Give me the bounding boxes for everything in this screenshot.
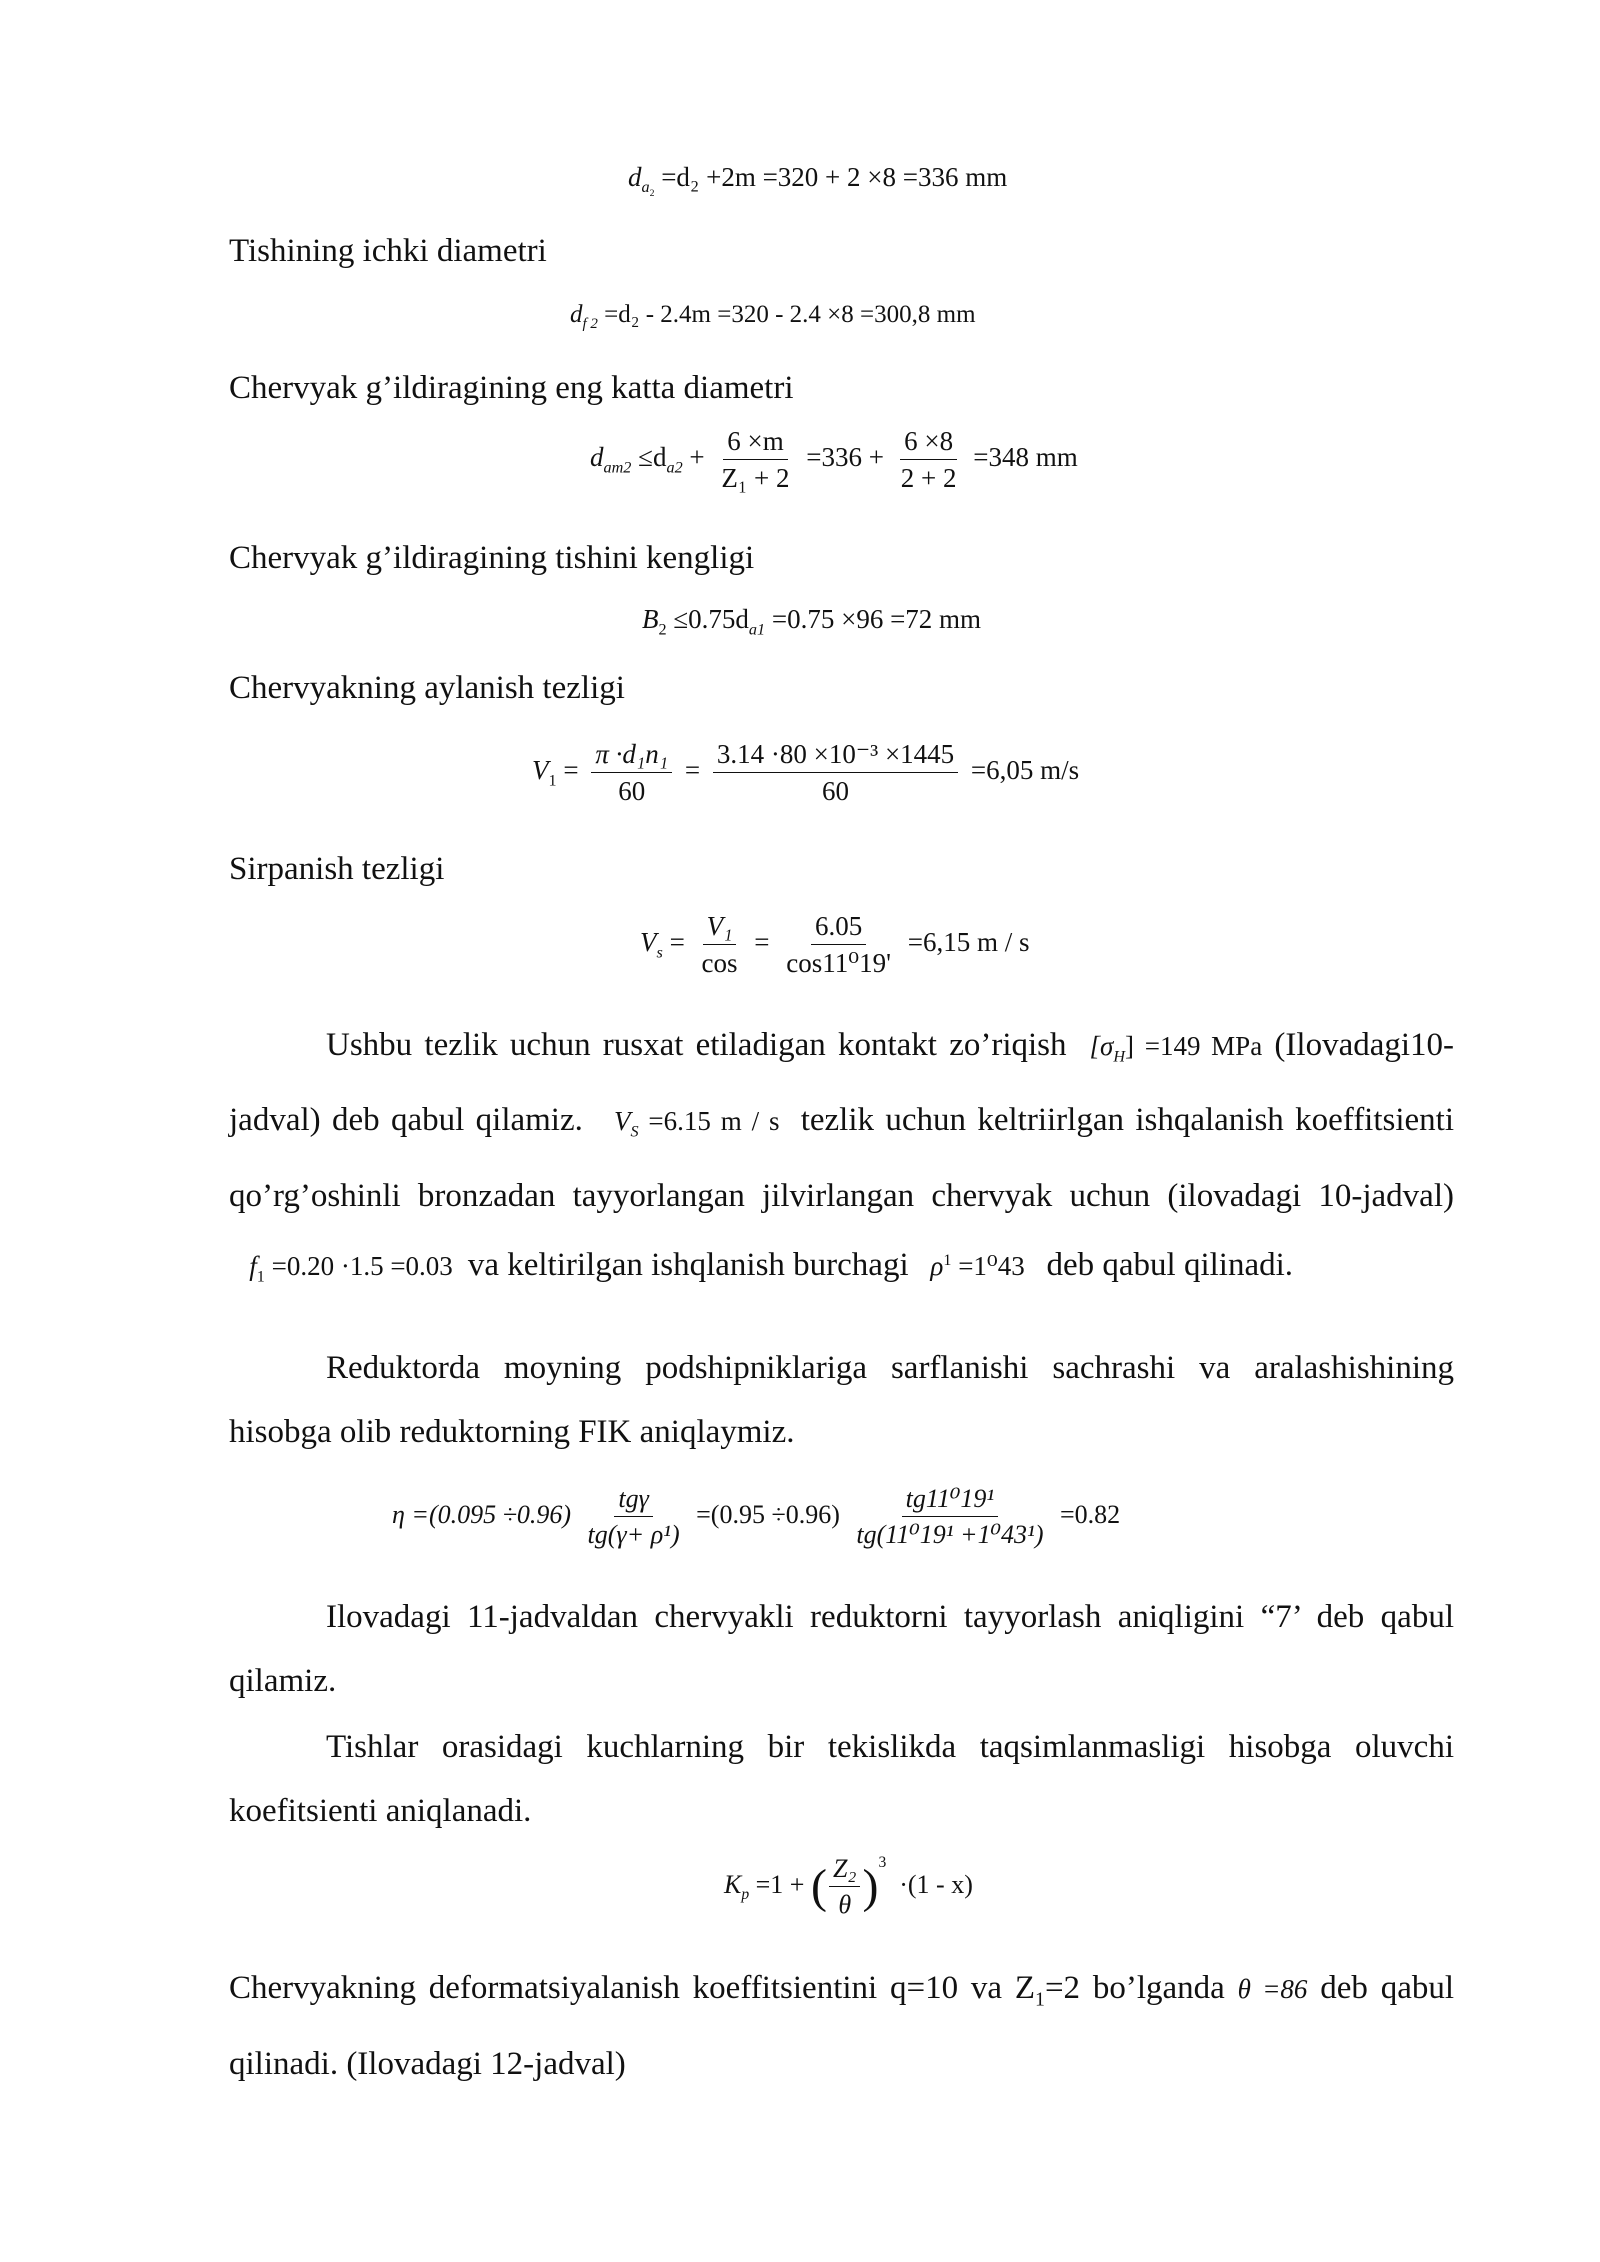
paragraph-deformation-b: =2 bo’lganda bbox=[1044, 1970, 1225, 2006]
formula-v1-num2: 3.14 ·80 ×10⁻³ ×1445 bbox=[713, 741, 958, 773]
formula-vs-den2: cos11⁰19' bbox=[786, 948, 891, 978]
paragraph-rotation-speed: Chervyakning aylanish tezligi bbox=[229, 670, 625, 706]
formula-v1-lhs: V bbox=[532, 755, 549, 786]
formula-kp-lhs: K bbox=[724, 1870, 742, 1899]
inline-sigma bbox=[1079, 1031, 1263, 1066]
formula-kp-num: Z₂ bbox=[829, 1856, 861, 1887]
paragraph-accuracy: Ilovadagi 11-jadvaldan chervyakli reduktorni tayyorlash aniqligini “7’ deb qabul qilamiz. bbox=[229, 1599, 1454, 1699]
formula-da2 bbox=[628, 164, 1007, 199]
formula-vs-frac2 bbox=[782, 913, 895, 977]
inline-sigma-value: ] =149 MPa bbox=[1125, 1031, 1263, 1061]
inline-theta: θ =86 bbox=[1237, 1974, 1308, 2004]
formula-v1-eq: = bbox=[563, 755, 579, 786]
formula-b2 bbox=[642, 606, 981, 638]
formula-kp-pow: 3 bbox=[878, 1854, 887, 1871]
formula-kp-end: ·(1 - x) bbox=[899, 1870, 973, 1899]
inline-rho-symbol: ρ bbox=[930, 1250, 944, 1281]
paragraph-efficiency: Reduktorda moyning podshipniklariga sarflanishi sachrashi va aralashishining hisobga olib reduktorning FIK aniqlaymiz. bbox=[229, 1350, 1454, 1450]
paragraph-sliding-speed: Sirpanish tezligi bbox=[229, 851, 445, 887]
formula-v1-end: =6,05 m/s bbox=[970, 755, 1080, 786]
formula-v1 bbox=[532, 741, 1079, 805]
paragraph-contact-stress-d: va keltirilgan ishqlanish burchagi bbox=[467, 1246, 909, 1283]
paragraph-contact-stress-b: (Ilovadagi10-jadval) deb qabul qilamiz. bbox=[229, 1027, 1455, 1139]
inline-vs-sub: S bbox=[630, 1122, 639, 1141]
inline-rho bbox=[917, 1251, 1038, 1281]
formula-dam2-lhs: d bbox=[590, 442, 604, 473]
inline-f1-symbol: f bbox=[249, 1250, 257, 1281]
formula-v1-den1: 60 bbox=[618, 776, 646, 806]
formula-vs-eq2: = bbox=[754, 927, 770, 958]
inline-vs bbox=[594, 1106, 789, 1141]
formula-b2-lhs: B bbox=[642, 604, 659, 634]
formula-dam2-frac1 bbox=[717, 428, 793, 492]
inline-f1 bbox=[229, 1250, 460, 1286]
paragraph-inner-diameter: Tishining ichki diametri bbox=[229, 233, 547, 269]
formula-eta-frac1 bbox=[584, 1486, 684, 1548]
inline-f1-value: =0.20 ·1.5 =0.03 bbox=[271, 1250, 453, 1281]
inline-f1-sub: 1 bbox=[256, 1267, 265, 1286]
formula-vs-end: =6,15 m / s bbox=[907, 927, 1030, 958]
formula-v1-frac2 bbox=[713, 741, 958, 805]
formula-v1-sub: 1 bbox=[548, 771, 557, 790]
paragraph-deformation-c: deb qabul qilinadi. (Ilovadagi 12-jadval) bbox=[229, 1970, 1455, 2082]
formula-df2 bbox=[570, 302, 976, 332]
formula-b2-sub: 2 bbox=[658, 620, 667, 639]
formula-eta-end: =0.82 bbox=[1059, 1499, 1121, 1529]
formula-df2-lhs: d bbox=[570, 301, 583, 328]
paragraph-deformation-a: Chervyakning deformatsiyalanish koeffitsientini q=10 va Z bbox=[229, 1970, 1036, 2006]
paragraph-contact-stress-c: tezlik uchun keltriirlgan ishqalanish koeffitsienti qo’rg’oshinli bronzadan tayyorlangan jilvirlangan chervyak uchun (ilovadagi 10-jadval) bbox=[229, 1102, 1455, 1214]
formula-dam2-eq: =336 + bbox=[806, 442, 884, 473]
formula-kp-frac bbox=[829, 1856, 861, 1918]
formula-dam2-midsub: a2 bbox=[666, 458, 683, 477]
formula-dam2-plus: + bbox=[689, 442, 705, 473]
formula-eta-den1: tg(γ+ ρ¹) bbox=[587, 1520, 680, 1549]
formula-eta bbox=[392, 1486, 1120, 1548]
formula-df2-rhs: =d₂ - 2.4m =320 - 2.4 ×8 =300,8 mm bbox=[604, 301, 976, 328]
formula-eta-den2: tg(11⁰19¹ +1⁰43¹) bbox=[856, 1520, 1044, 1549]
formula-v1-den2: 60 bbox=[822, 776, 850, 806]
formula-b2-rhs1: ≤0.75d bbox=[673, 604, 749, 634]
formula-b2-rhs2: =0.75 ×96 =72 mm bbox=[771, 604, 982, 634]
paragraph-deformation bbox=[229, 1956, 1454, 2096]
formula-vs bbox=[640, 913, 1029, 977]
inline-rho-value: =1⁰43 bbox=[958, 1250, 1025, 1281]
formula-dam2-end: =348 mm bbox=[973, 442, 1078, 473]
formula-eta-eq2: =(0.95 ÷0.96) bbox=[696, 1499, 840, 1529]
formula-vs-eq: = bbox=[669, 927, 685, 958]
formula-eta-num2: tg11⁰19¹ bbox=[902, 1486, 999, 1517]
formula-dam2-sub: am2 bbox=[603, 458, 632, 477]
formula-da2-rhs: =d₂ +2m =320 + 2 ×8 =336 mm bbox=[661, 162, 1008, 192]
paragraph-deformation-sub: 1 bbox=[1035, 1988, 1045, 2011]
formula-da2-lhs: d bbox=[628, 162, 642, 192]
formula-b2-rhssub: a1 bbox=[748, 620, 766, 639]
formula-v1-frac1 bbox=[591, 741, 672, 805]
inline-sigma-symbol: [σ bbox=[1089, 1031, 1114, 1061]
formula-kp-sub: p bbox=[741, 1886, 750, 1904]
formula-kp-eq: =1 + bbox=[755, 1870, 805, 1899]
inline-vs-value: =6.15 m / s bbox=[648, 1106, 780, 1137]
formula-dam2-mid: ≤d bbox=[638, 442, 667, 473]
formula-vs-frac1 bbox=[698, 913, 742, 977]
formula-dam2-den1: Z₁ + 2 bbox=[721, 463, 790, 493]
formula-df2-sub: f 2 bbox=[582, 316, 598, 332]
formula-dam2-den2: 2 + 2 bbox=[900, 463, 957, 493]
formula-dam2-num1: 6 ×m bbox=[723, 428, 787, 460]
inline-rho-sup: 1 bbox=[943, 1250, 952, 1269]
formula-eta-frac2 bbox=[852, 1486, 1047, 1548]
formula-kp-lparen: ( bbox=[810, 1860, 827, 1914]
formula-vs-lhs: V bbox=[640, 927, 657, 958]
formula-v1-num1: π ·d₁n₁ bbox=[591, 741, 672, 773]
formula-eta-num1: tgγ bbox=[614, 1486, 652, 1517]
formula-vs-num1: V₁ bbox=[703, 913, 737, 945]
formula-kp-den: θ bbox=[838, 1890, 852, 1920]
formula-kp bbox=[724, 1855, 973, 1918]
formula-dam2-frac2 bbox=[897, 428, 961, 492]
formula-vs-den1: cos bbox=[701, 948, 738, 978]
formula-vs-sub: s bbox=[656, 943, 663, 962]
paragraph-contact-stress-e: deb qabul qilinadi. bbox=[1046, 1246, 1294, 1283]
inline-sigma-sub: H bbox=[1113, 1047, 1126, 1066]
paragraph-max-diameter: Chervyak g’ildiragining eng katta diametri bbox=[229, 370, 794, 406]
paragraph-distribution: Tishlar orasidagi kuchlarning bir tekislikda taqsimlanmasligi hisobga oluvchi koefitsienti aniqlanadi. bbox=[229, 1729, 1454, 1829]
paragraph-contact-stress-a: Ushbu tezlik uchun rusxat etiladigan kontakt zo’riqish bbox=[326, 1027, 1067, 1063]
formula-da2-sub: a bbox=[641, 178, 650, 197]
formula-dam2 bbox=[590, 428, 1078, 492]
inline-vs-symbol: V bbox=[613, 1106, 631, 1137]
formula-dam2-num2: 6 ×8 bbox=[900, 428, 957, 460]
formula-eta-lhs: η =(0.095 ÷0.96) bbox=[392, 1499, 572, 1529]
formula-kp-rparen: ) bbox=[862, 1860, 879, 1914]
formula-vs-num2: 6.05 bbox=[811, 913, 866, 945]
formula-v1-eq2: = bbox=[684, 755, 701, 786]
paragraph-contact-stress bbox=[229, 1013, 1454, 1308]
formula-da2-subsub: 2 bbox=[649, 188, 655, 200]
paragraph-tooth-width: Chervyak g’ildiragining tishini kengligi bbox=[229, 540, 755, 576]
